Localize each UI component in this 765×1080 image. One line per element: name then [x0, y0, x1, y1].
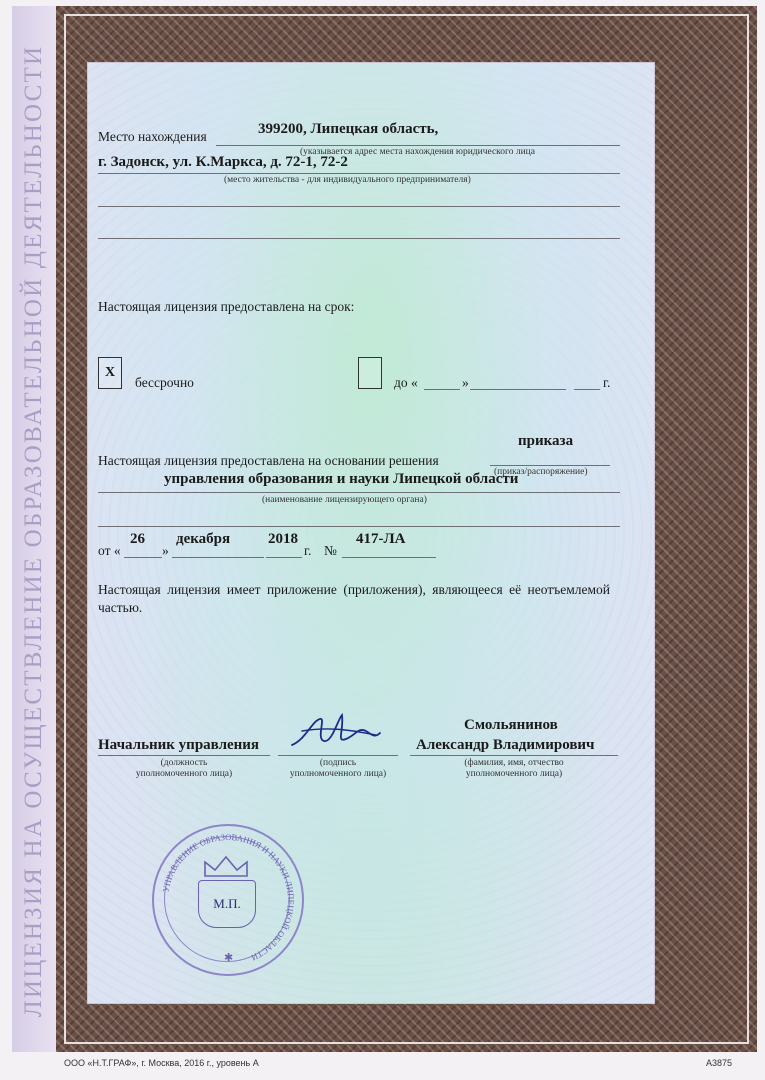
term-label: Настоящая лицензия предоставлена на срок: [98, 299, 355, 314]
from-prefix: от « [98, 543, 121, 558]
until-prefix: до « [394, 375, 418, 390]
number-line [342, 557, 436, 558]
location-hint-2: (место жительства - для индивидуального предпринимателя) [224, 175, 471, 185]
location-line-1 [216, 145, 620, 146]
decision-year-suffix: г. [304, 543, 312, 558]
decision-year: 2018 [268, 531, 298, 547]
signer-position: Начальник управления [98, 737, 260, 753]
name-line [410, 755, 618, 756]
signature-hint-2: уполномоченного лица) [289, 769, 387, 779]
coat-of-arms-icon: М.П. [198, 880, 256, 928]
handwritten-signature [286, 709, 386, 757]
position-hint-1: (должность [160, 758, 208, 768]
from-quote-close: » [162, 543, 169, 558]
signer-surname: Смольянинов [464, 717, 558, 733]
decision-day: 26 [130, 531, 145, 547]
month-line [172, 557, 264, 558]
location-line-4 [98, 238, 620, 239]
authority-hint: (наименование лицензирующего органа) [262, 495, 427, 505]
until-day-line [424, 389, 460, 390]
decision-type-hint: (приказ/распоряжение) [494, 467, 588, 477]
unlimited-checkbox: Х [98, 357, 122, 389]
authority-line-2 [98, 526, 620, 527]
decision-type: приказа [518, 433, 574, 449]
year-line [266, 557, 302, 558]
position-hint-2: уполномоченного лица) [135, 769, 233, 779]
decision-number: 417-ЛА [356, 531, 406, 547]
form-code: А3875 [706, 1058, 733, 1068]
until-month-line [470, 389, 566, 390]
location-hint-1: (указывается адрес места нахождения юридического лица [300, 147, 535, 157]
location-value-2: г. Задонск, ул. К.Маркса, д. 72-1, 72-2 [98, 154, 348, 170]
crown-icon [201, 854, 251, 878]
vertical-license-title: ЛИЦЕНЗИЯ НА ОСУЩЕСТВЛЕНИЕ ОБРАЗОВАТЕЛЬНОЙ ДЕЯТЕЛЬНОСТИ [20, 44, 47, 1018]
until-year-line [574, 389, 600, 390]
location-line-3 [98, 206, 620, 207]
appendix-text: Настоящая лицензия имеет приложение (приложения), являющееся её неотъемлемой частью. [98, 582, 610, 615]
day-line [124, 557, 162, 558]
location-line-2 [98, 173, 620, 174]
until-quote-close: » [462, 375, 469, 390]
seal-ring-label: УПРАВЛЕНИЕ ОБРАЗОВАНИЯ И НАУКИ ЛИПЕЦКОЙ ОБЛАСТИ [160, 831, 297, 963]
authority-line [98, 492, 620, 493]
signature-hint-1: (подпись [319, 758, 357, 768]
location-label: Место нахождения [98, 129, 207, 144]
name-hint-1: (фамилия, имя, отчество [464, 758, 564, 768]
official-seal [152, 824, 304, 976]
until-year-suffix: г. [603, 375, 611, 390]
license-sheet [12, 6, 757, 1052]
number-sign: № [324, 543, 337, 558]
position-line [98, 755, 270, 756]
decision-type-line [490, 465, 610, 466]
licensing-authority: управления образования и науки Липецкой области [164, 471, 519, 487]
decision-month: декабря [176, 531, 231, 547]
until-checkbox [358, 357, 382, 389]
location-value-1: 399200, Липецкая область, [258, 121, 439, 137]
star-icon: ✱ [224, 952, 234, 964]
side-band [12, 6, 56, 1052]
unlimited-label: бессрочно [135, 375, 194, 390]
signer-full-name: Александр Владимирович [416, 737, 595, 753]
printer-info: ООО «Н.Т.ГРАФ», г. Москва, 2016 г., уровень А [64, 1058, 259, 1068]
name-hint-2: уполномоченного лица) [465, 769, 563, 779]
basis-label: Настоящая лицензия предоставлена на основании решения [98, 453, 439, 468]
